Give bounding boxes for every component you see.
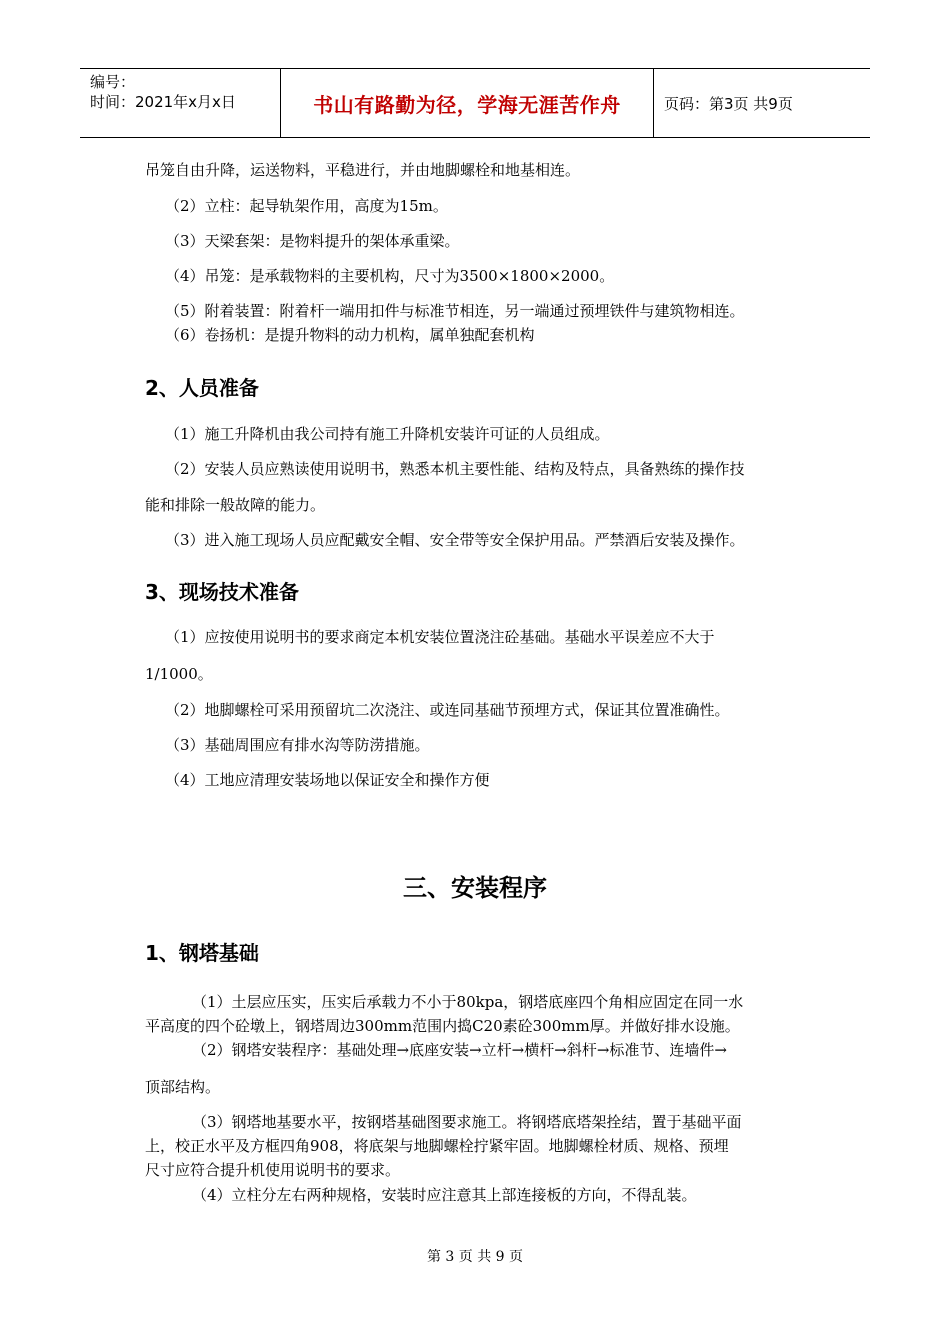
paragraph-personnel-2a: （2）安装人员应熟读使用说明书，熟悉本机主要性能、结构及特点，具备熟练的操作技 [165,460,745,478]
header-meta-cell [80,69,280,137]
paragraph-site-1b: 1/1000。 [145,665,213,683]
paragraph-top-beam: （3）天梁套架：是物料提升的架体承重梁。 [165,232,460,250]
paragraph-site-3: （3）基础周围应有排水沟等防涝措施。 [165,736,430,754]
paragraph-cage: （4）吊笼：是承载物料的主要机构，尺寸为3500×1800×2000。 [165,267,615,285]
paragraph-foundation-3b: 上，校正水平及方框四角908，将底架与地脚螺栓拧紧牢固。地脚螺栓材质、规格、预埋 [145,1137,729,1155]
paragraph-winch: （6）卷扬机：是提升物料的动力机构，属单独配套机构 [165,326,535,344]
paragraph-foundation-3a: （3）钢塔地基要水平，按钢塔基础图要求施工。将钢塔底塔架拴结，置于基础平面 [192,1113,742,1131]
header-page-info: 页码：第3页 共9页 [664,94,793,113]
paragraph-foundation-3c: 尺寸应符合提升机使用说明书的要求。 [145,1161,401,1179]
header-motto-cell [280,69,654,137]
document-number-label: 编号： [90,73,136,91]
document-date: 时间：2021年x月x日 [90,93,236,111]
section-heading-personnel: 2、人员准备 [145,376,259,400]
paragraph-personnel-2b: 能和排除一般故障的能力。 [145,496,326,514]
paragraph-foundation-2b: 顶部结构。 [145,1078,221,1096]
header-page-cell [654,69,870,137]
paragraph-attachment: （5）附着装置：附着杆一端用扣件与标准节相连，另一端通过预埋铁件与建筑物相连。 [165,302,745,320]
page-footer: 第 3 页 共 9 页 [426,1249,524,1265]
paragraph-cage-continuation: 吊笼自由升降，运送物料，平稳进行，并由地脚螺栓和地基相连。 [145,161,581,179]
paragraph-foundation-2a: （2）钢塔安装程序：基础处理→底座安装→立杆→横杆→斜杆→标准节、连墙件→ [192,1041,727,1059]
paragraph-personnel-1: （1）施工升降机由我公司持有施工升降机安装许可证的人员组成。 [165,425,610,443]
section-heading-foundation: 1、钢塔基础 [145,941,259,965]
header-motto: 书山有路勤为径，学海无涯苦作舟 [313,92,621,117]
document-header [80,68,870,138]
chapter-heading: 三、安装程序 [403,874,547,902]
paragraph-foundation-1a: （1）土层应压实，压实后承载力不小于80kpa，钢塔底座四个角相应固定在同一水 [192,993,744,1011]
paragraph-personnel-3: （3）进入施工现场人员应配戴安全帽、安全带等安全保护用品。严禁酒后安装及操作。 [165,531,745,549]
paragraph-site-1a: （1）应按使用说明书的要求商定本机安装位置浇注砼基础。基础水平误差应不大于 [165,628,715,646]
section-heading-site: 3、现场技术准备 [145,580,299,604]
paragraph-site-4: （4）工地应清理安装场地以保证安全和操作方便 [165,771,490,789]
paragraph-foundation-4: （4）立柱分左右两种规格，安装时应注意其上部连接板的方向，不得乱装。 [192,1186,697,1204]
paragraph-foundation-1b: 平高度的四个砼墩上，钢塔周边300mm范围内捣C20素砼300mm厚。并做好排水设施。 [145,1017,740,1035]
paragraph-column: （2）立柱：起导轨架作用，高度为15m。 [165,197,448,215]
paragraph-site-2: （2）地脚螺栓可采用预留坑二次浇注、或连同基础节预埋方式，保证其位置准确性。 [165,701,730,719]
